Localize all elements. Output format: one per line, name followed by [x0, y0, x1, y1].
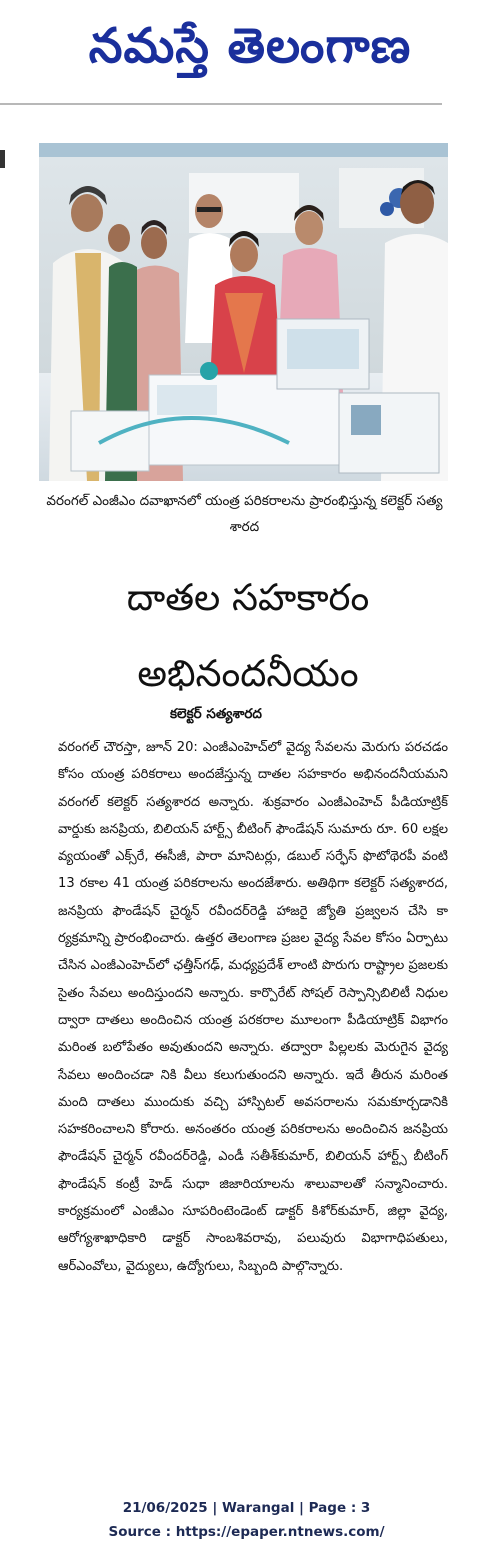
- article-body: వరంగల్ చౌరస్తా, జూన్ 20: ఎంజీఎంహెచ్‌లో వైద్య సేవలను మెరుగు పరచడం కోసం యంత్ర పరికరాలు అందజేస్తున్న దాతల సహకారం అభినందనీయమని వరంగల్ కలెక్టర్ సత్యశారద అన్నారు. శుక్రవారం ఎంజీఎంహెచ్ పీడియాట్రిక్ వార్డుకు జనప్రియ, బిలియన్ హార్ట్స్ బీటింగ్ ఫౌండేషన్ సుమారు రూ. 60 లక్షల వ్యయంతో ఎక్స్‌రే, ఈసీజీ, పారా మానిటర్లు, డబుల్ సర్ఫేస్ ఫొటోథెరపీ వంటి 13 రకాల 41 యంత్ర పరికరాలను అందజేశారు. అతిథిగా కలెక్టర్ సత్యశారద, జనప్రియ ఫౌండేషన్ చైర్మన్ రవీందర్‌రెడ్డి హాజరై జ్యోతి ప్రజ్వలన చేసి కా ర్యక్రమాన్ని ప్రారంభించారు. ఉత్తర తెలంగాణ ప్రజల వైద్య సేవల కోసం ఏర్పాటు చేసిన ఎంజీఎంహెచ్‌లో ఛత్తీస్‌గఢ్, మధ్యప్రదేశ్ లాంటి పొరుగు రాష్ట్రాల ప్రజలకు సైతం సేవలు అందిస్తుందని అన్నారు. కార్పొరేట్ సోషల్ రెస్పాన్సిబిలిటీ నిధుల ద్వారా దాతలు అందించిన యంత్ర పరకరాల మూలంగా పీడియాట్రిక్ విభాగం మరింత బలోపేతం అవుతుందని అన్నారు. తద్వారా పిల్లలకు మెరుగైన వైద్య సేవలు అందించడా నికి వీలు కలుగుతుందని అన్నారు. ఇదే తీరున మరింత మంది దాతలు ముందుకు వచ్చి హాస్పిటల్ అవసరాలను సమకూర్చడానికి సహకరించాలని కోరారు. అనంతరం యంత్ర పరికరాలను అందించిన జనప్రియ ఫౌండేషన్ చైర్మన్ రవీందర్‌రెడ్డి, ఎండీ సతీశ్‌కుమార్, బిలియన్ హార్ట్స్ బీటింగ్ ఫౌండేషన్ కంట్రీ హెడ్ సుధా జిజారియాలను శాలువాలతో సన్మానించారు. కార్యక్రమంలో ఎంజీఎం సూపరింటెండెంట్ డాక్టర్ కిశోర్‌కుమార్, జిల్లా వైద్య, ఆరోగ్యశాఖాధికారి డాక్టర్ సాంబశివరావు, పలువురు విభాగాధిపతులు, ఆర్‌ఎంవోలు, వైద్యులు, ఉద్యోగులు, సిబ్బంది పాల్గొన్నారు.: [58, 740, 448, 1274]
- masthead-divider: [0, 103, 442, 105]
- page-footer: [0, 1496, 493, 1544]
- news-photo: [39, 143, 448, 481]
- newspaper-logo: నమస్తే తెలంగాణ: [88, 18, 412, 74]
- column-marker: [0, 150, 5, 168]
- headline: [18, 560, 478, 712]
- headline-line-2: అభినందనీయం: [137, 652, 359, 695]
- masthead: [0, 0, 493, 105]
- headline-line-1: దాతల సహకారం: [126, 576, 370, 619]
- photo-caption: వరంగల్ ఎంజీఎం దవాఖానలో యంత్ర పరికరాలను ప్రారంభిస్తున్న కలెక్టర్ సత్య శారద: [46, 493, 443, 535]
- edition-info: 21/06/2025 | Warangal | Page : 3: [122, 1500, 371, 1516]
- byline: కలెక్టర్ సత్యశారద: [170, 706, 262, 722]
- source-link[interactable]: Source : https://epaper.ntnews.com/: [108, 1524, 385, 1540]
